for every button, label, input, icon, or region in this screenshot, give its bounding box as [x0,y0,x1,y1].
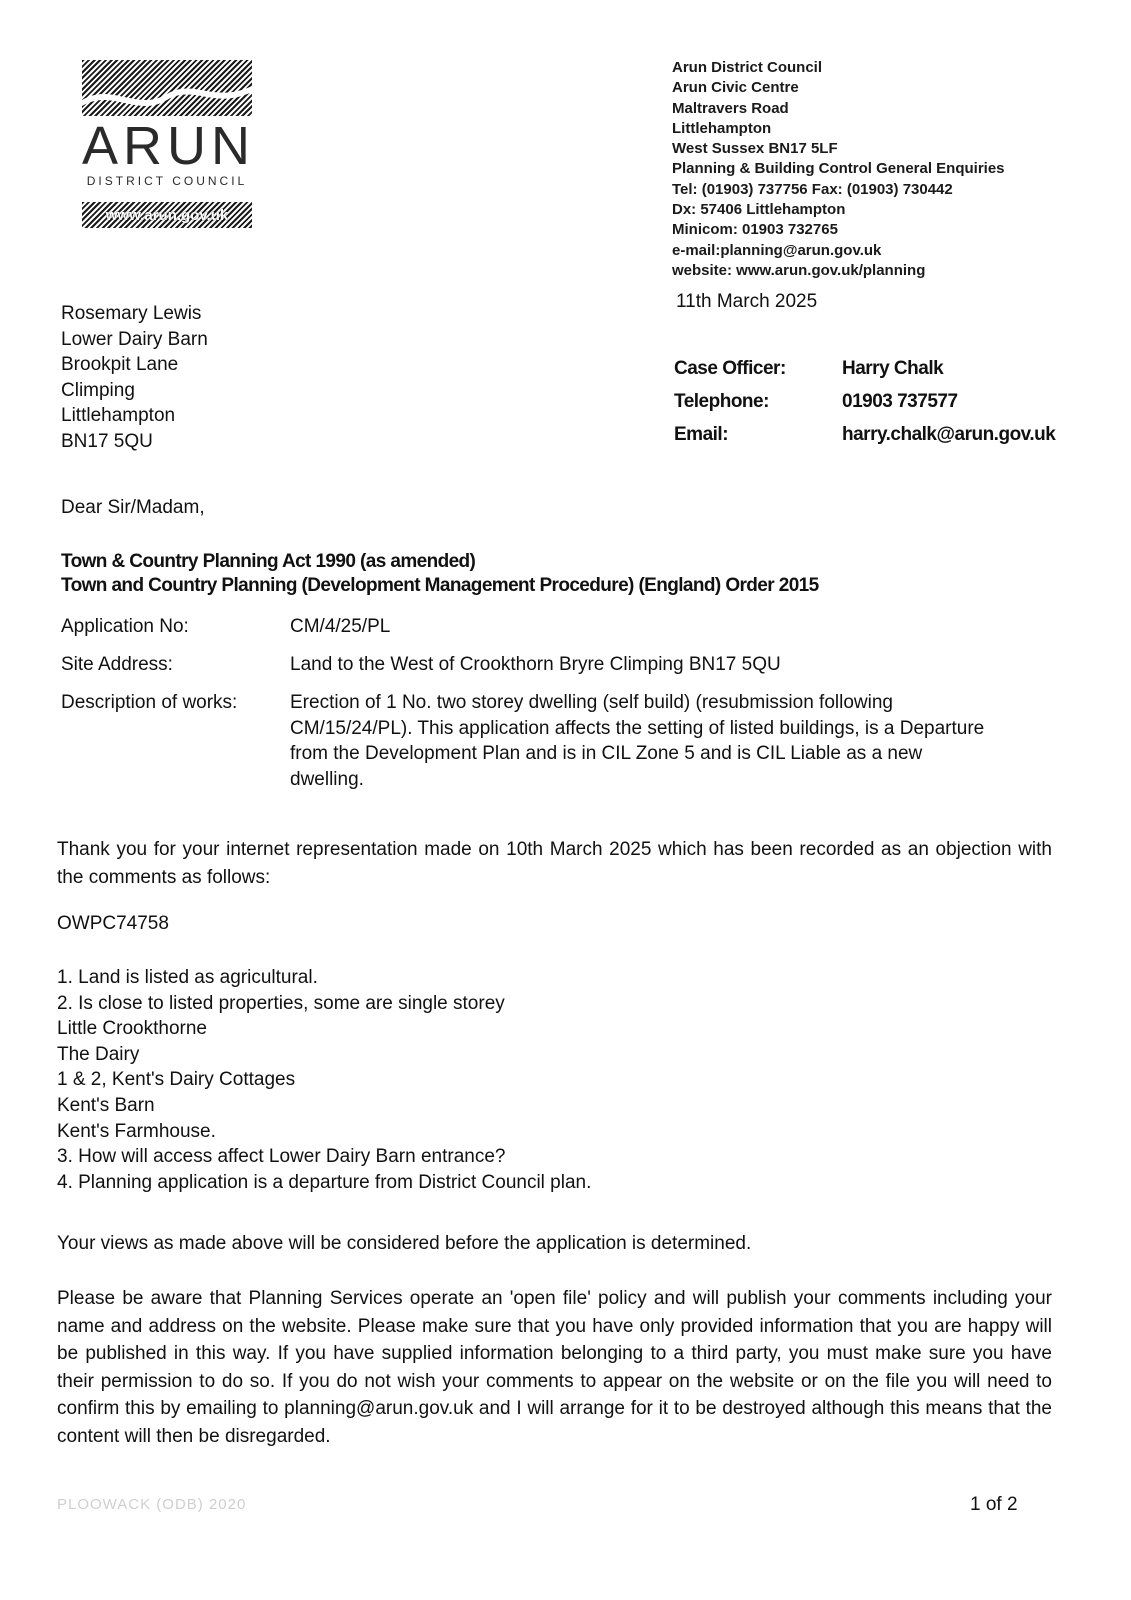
email-row [674,418,1055,451]
open-file-notice: Please be aware that Planning Services operate an 'open file' policy and will publish your comments including your name and address on the website. Please make sure that you have only provided information that you are happy will be published in this way. If you have supplied information belonging to a third party, you must make sure you have their permission to do so. If you do not wish your comments to appear on the website or on the file you will need to confirm this by emailing to planning@arun.gov.uk and I will arrange for it to be destroyed although this means that the content will then be disregarded. [57,1288,1052,1447]
telephone-row [674,385,1055,418]
comments-list [57,965,591,1195]
comment-line: 1 & 2, Kent's Dairy Cottages [57,1069,296,1091]
description-line: CM/15/24/PL). This application affects the setting of listed buildings, is a Departure [290,717,985,739]
council-line: Maltravers Road [672,99,789,117]
recipient-line: Lower Dairy Barn [61,328,208,350]
council-line: Minicom: 01903 732765 [672,221,838,239]
site-address-value: Land to the West of Crookthorn Bryre Climping BN17 5QU [290,654,781,675]
comment-line: 2. Is close to listed properties, some are single storey [57,992,505,1014]
description-line: dwelling. [290,768,364,790]
email-label: Email: [674,424,729,445]
act-line: Town & Country Planning Act 1990 (as amended) [61,551,476,572]
comment-line: 1. Land is listed as agricultural. [57,967,318,988]
email-value: harry.chalk@arun.gov.uk [842,424,1056,445]
comment-line: The Dairy [57,1043,140,1065]
case-officer-label: Case Officer: [674,358,786,379]
description-line: Erection of 1 No. two storey dwelling (self build) (resubmission following [290,692,893,713]
comment-line: Kent's Barn [57,1094,155,1116]
footer-code: PLOOWACK (ODB) 2020 [57,1496,247,1513]
case-officer-block [674,352,1055,451]
letter-date: 11th March 2025 [676,291,818,312]
page-number: 1 of 2 [970,1494,1018,1515]
representation-reference: OWPC74758 [57,913,169,934]
application-number-value: CM/4/25/PL [290,616,391,637]
council-line: Arun District Council [672,59,823,76]
views-paragraph: Your views as made above will be considered before the application is determined. [57,1233,752,1254]
council-contact-block [672,58,1005,281]
recipient-line: Rosemary Lewis [61,303,202,324]
council-line: Arun Civic Centre [672,79,799,97]
recipient-line: Brookpit Lane [61,354,179,376]
recipient-line: Climping [61,379,135,401]
council-line: Tel: (01903) 737756 Fax: (01903) 730442 [672,180,953,198]
council-line: Planning & Building Control General Enquiries [672,160,1005,178]
application-number-row [61,614,1050,640]
comment-line: 3. How will access affect Lower Dairy Barn entrance? [57,1146,506,1168]
comment-line: Little Crookthorne [57,1018,207,1040]
legislation-heading [61,550,819,598]
salutation: Dear Sir/Madam, [61,497,205,518]
description-row [61,690,1050,792]
comment-line: 4. Planning application is a departure from District Council plan. [57,1171,592,1193]
council-line: Littlehampton [672,119,772,137]
council-line: Dx: 57406 Littlehampton [672,201,846,219]
description-line: from the Development Plan and is in CIL Zone 5 and is CIL Liable as a new [290,743,923,765]
recipient-line: Littlehampton [61,405,176,427]
case-officer-value: Harry Chalk [842,358,944,379]
site-address-label: Site Address: [61,654,173,675]
logo-wordmark: ARUN [82,116,256,176]
logo-river-icon [82,60,252,116]
case-officer-row [674,352,1055,385]
recipient-address [61,301,208,455]
council-line: West Sussex BN17 5LF [672,140,838,158]
telephone-value: 01903 737577 [842,391,958,412]
description-value [290,690,1050,792]
order-line: Town and Country Planning (Development Management Procedure) (England) Order 2015 [61,575,819,596]
logo-website: www.arun.gov.uk [82,202,252,228]
comment-line: Kent's Farmhouse. [57,1120,216,1142]
council-logo [82,60,256,232]
logo-subtitle: DISTRICT COUNCIL [86,174,248,188]
recipient-line: BN17 5QU [61,430,153,452]
application-number-label: Application No: [61,616,189,637]
telephone-label: Telephone: [674,391,769,412]
intro-paragraph: Thank you for your internet representation made on 10th March 2025 which has been recorded as an objection with the comments as follows: [57,839,1052,888]
council-website: website: www.arun.gov.uk/planning [672,261,926,279]
site-address-row [61,652,1050,678]
council-email: e-mail:planning@arun.gov.uk [672,241,882,259]
description-label: Description of works: [61,692,238,713]
